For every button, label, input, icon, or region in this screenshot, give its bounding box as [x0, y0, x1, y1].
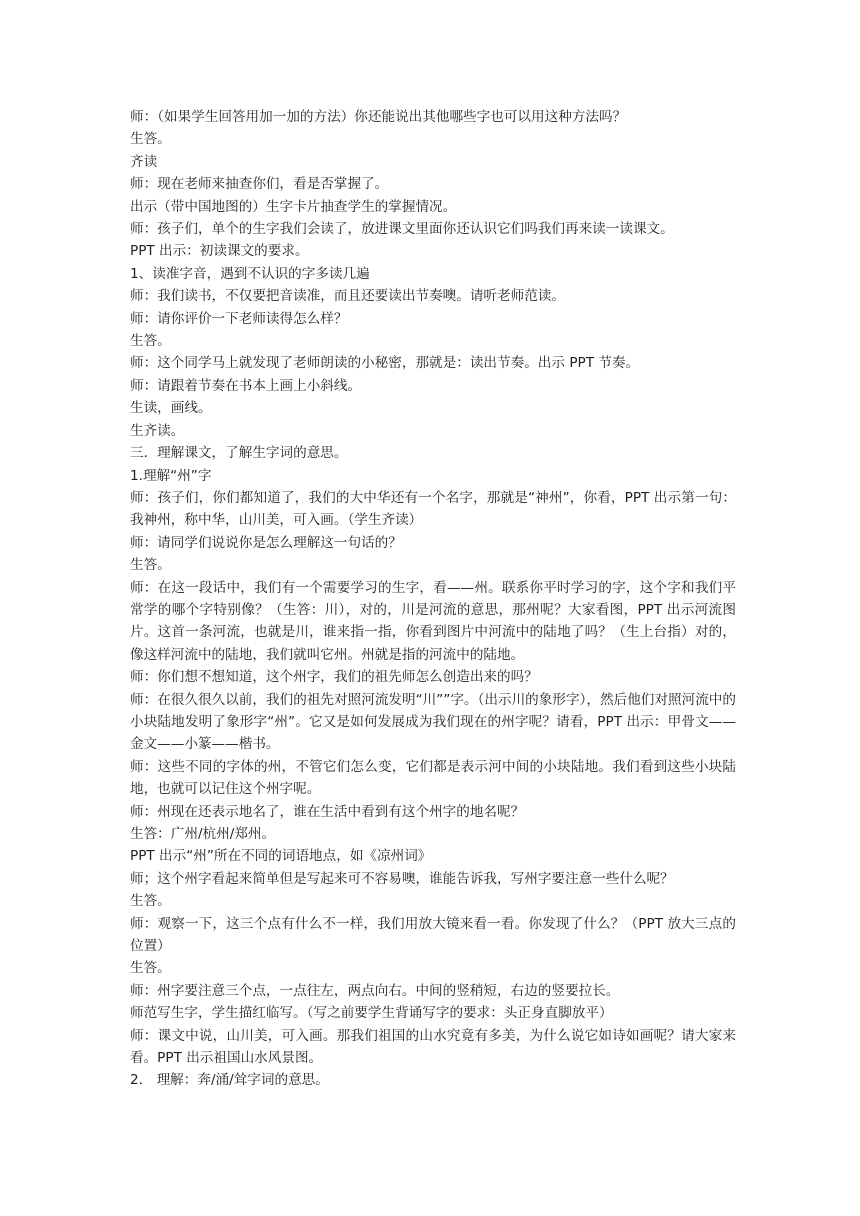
paragraph: 师范写生字，学生描红临写。（写之前要学生背诵写字的要求：头正身直脚放平） [130, 1005, 613, 1022]
paragraph: 师：请你评价一下老师读得怎么样？ [130, 310, 348, 327]
paragraph: 师：州现在还表示地名了，谁在生活中看到有这个州字的地名呢？ [130, 803, 525, 820]
paragraph: 生答。 [130, 960, 171, 977]
paragraph: 师：这个同学马上就发现了老师朗读的小秘密，那就是：读出节奏。出示 PPT 节奏。 [130, 355, 640, 372]
paragraph: 1、读准字音，遇到不认识的字多读几遍 [130, 265, 370, 282]
paragraph: 师：现在老师来抽查你们，看是否掌握了。 [130, 176, 389, 193]
subsection-heading: 1.理解“州”字 [130, 467, 212, 484]
paragraph: 生答。 [130, 131, 171, 148]
paragraph: 生答。 [130, 557, 171, 574]
paragraph: 师：观察一下，这三个点有什么不一样，我们用放大镜来看一看。你发现了什么？（PPT 放大三点的位置） [130, 915, 736, 955]
paragraph: 师；这个州字看起来简单但是写起来可不容易噢，谁能告诉我，写州字要注意一些什么呢？ [130, 870, 674, 887]
paragraph: PPT 出示：初读课文的要求。 [130, 243, 309, 260]
paragraph: 师：请同学们说说你是怎么理解这一句话的？ [130, 534, 402, 551]
paragraph: 生齐读。 [130, 422, 185, 439]
paragraph: 出示（带中国地图的）生字卡片抽查学生的掌握情况。 [130, 198, 457, 215]
paragraph: 师：在很久很久以前，我们的祖先对照河流发明“川””字。（出示川的象形字），然后他们对照河流中的小块陆地发明了象形字“州”。它又是如何发展成为我们现在的州字呢？请看，PPT 出示：甲骨文——金文——小篆——楷书。 [130, 691, 736, 753]
subsection-heading: 2. 理解：奔/涌/耸字词的意思。 [130, 1072, 329, 1089]
paragraph: 生答。 [130, 893, 171, 910]
paragraph: 师：在这一段话中，我们有一个需要学习的生字，看——州。联系你平时学习的字，这个字和我们平常学的哪个字特别像？（生答：川），对的，川是河流的意思，那州呢？大家看图，PPT 出示河流图片。这首一条河流，也就是川，谁来指一指，你看到图片中河流中的陆地了吗？（生上台指）对的，像这样河流中的陆地，我们就叫它州。州就是指的河流中的陆地。 [130, 579, 736, 663]
paragraph: 师：（如果学生回答用加一加的方法）你还能说出其他哪些字也可以用这种方法吗？ [130, 109, 627, 125]
paragraph: 师：这些不同的字体的州，不管它们怎么变，它们都是表示河中间的小块陆地。我们看到这些小块陆地，也就可以记住这个州字呢。 [130, 758, 736, 798]
paragraph: 师：孩子们，你们都知道了，我们的大中华还有一个名字，那就是“神州”，你看，PPT 出示第一句：我神州，称中华，山川美，可入画。（学生齐读） [130, 489, 736, 529]
paragraph: PPT 出示“州”所在不同的词语地点，如《凉州词》 [130, 848, 432, 865]
paragraph: 师：我们读书，不仅要把音读准，而且还要读出节奏噢。请听老师范读。 [130, 288, 565, 305]
paragraph: 生读，画线。 [130, 400, 212, 417]
paragraph: 生答。 [130, 333, 171, 350]
paragraph: 师：课文中说，山川美，可入画。那我们祖国的山水究竟有多美，为什么说它如诗如画呢？请大家来看。PPT 出示祖国山水风景图。 [130, 1027, 736, 1067]
section-heading: 三．理解课文，了解生字词的意思。 [130, 445, 348, 462]
paragraph: 师：请跟着节奏在书本上画上小斜线。 [130, 377, 362, 394]
paragraph: 师：孩子们，单个的生字我们会读了，放进课文里面你还认识它们吗我们再来读一读课文。 [130, 221, 674, 238]
paragraph: 师：州字要注意三个点，一点往左，两点向右。中间的竖稍短，右边的竖要拉长。 [130, 982, 620, 999]
paragraph: 齐读 [130, 153, 158, 170]
document-body [130, 106, 736, 1092]
paragraph: 师：你们想不想知道，这个州字，我们的祖先师怎么创造出来的吗？ [130, 669, 538, 686]
paragraph: 生答：广州/杭州/郑州。 [130, 826, 276, 842]
